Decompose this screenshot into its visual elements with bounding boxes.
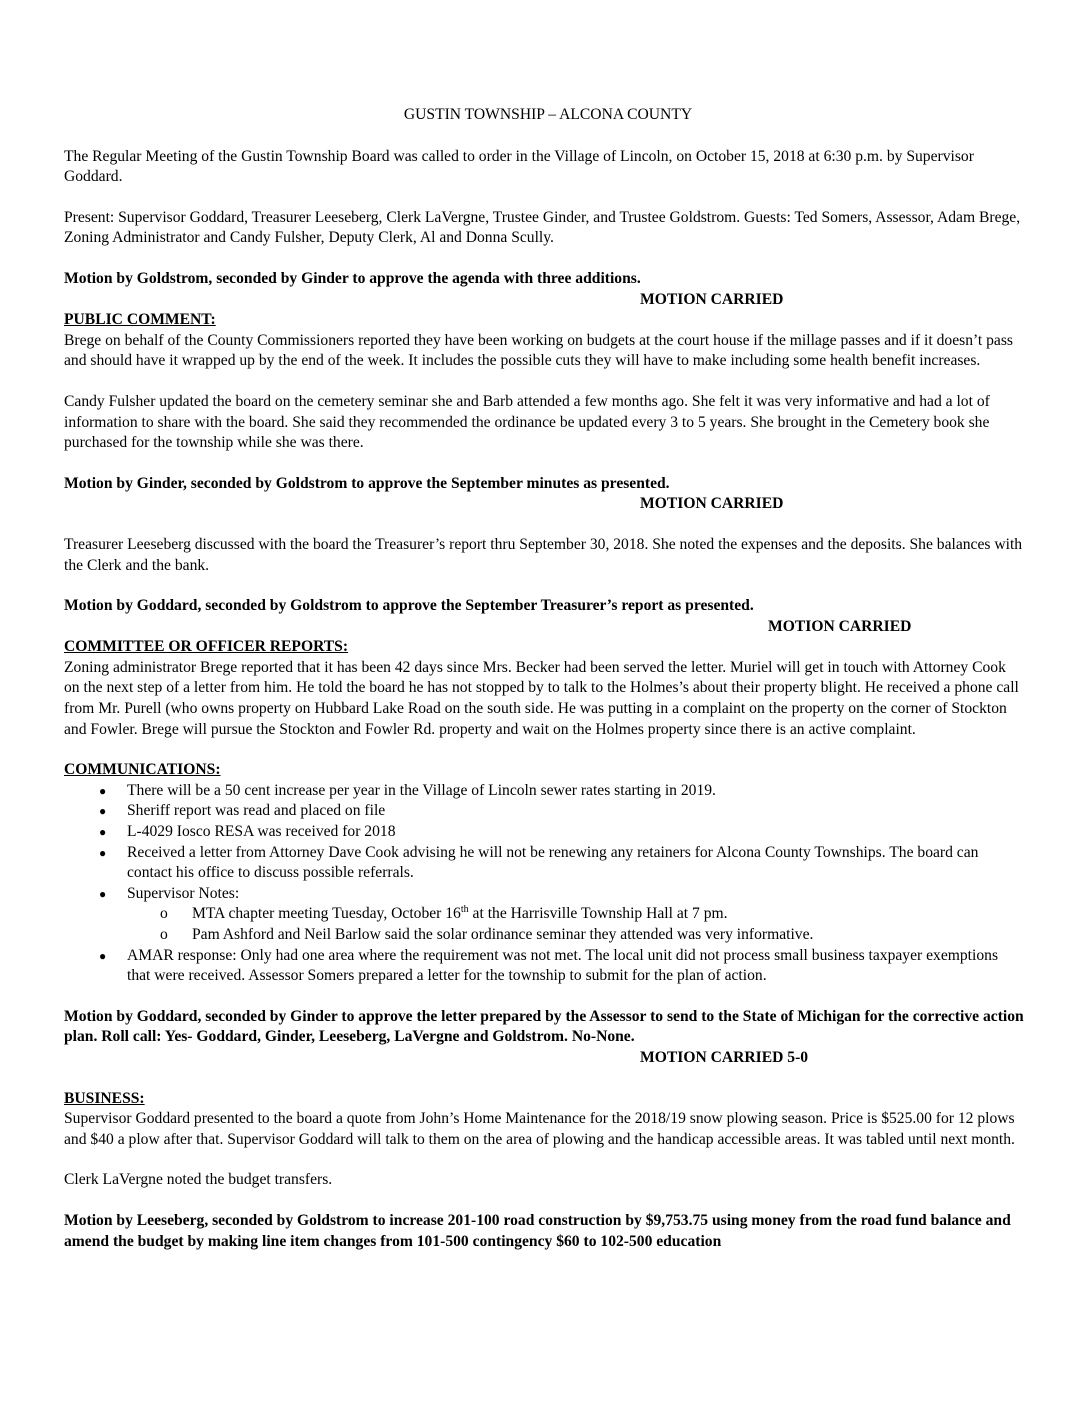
motion-carried-agenda: MOTION CARRIED [640, 290, 784, 308]
list-item: ● AMAR response: Only had one area where the requirement was not met. The local unit did not process small business taxpayer exemptions that were received. Assessor Somers prepared a letter for the township to submit for the plan of action. [99, 946, 999, 985]
bullet-icon: ● [99, 783, 107, 798]
motion-agenda: Motion by Goldstrom, seconded by Ginder to approve the agenda with three additions. [64, 269, 641, 287]
attendance-paragraph: Present: Supervisor Goddard, Treasurer Leeseberg, Clerk LaVergne, Trustee Ginder, and Trustee Goldstrom. Guests: Ted Somers, Assessor, Adam Brege, Zoning Administrator and Candy Fulsher, Deputy Clerk, Al and Donna Scully. [64, 208, 1021, 247]
bullet-icon: ● [99, 886, 107, 901]
motion-carried-minutes: MOTION CARRIED [640, 495, 784, 513]
list-item: ● Received a letter from Attorney Dave Cook advising he will not be renewing any retainers for Alcona County Townships. The board can contact his office to discuss possible referrals. [99, 843, 979, 882]
list-item: ● Sheriff report was read and placed on file [64, 801, 1024, 822]
list-item: ● There will be a 50 cent increase per year in the Village of Lincoln sewer rates starting in 2019. [64, 781, 1024, 802]
public-comment-heading: PUBLIC COMMENT: [64, 311, 216, 329]
clerk-note: Clerk LaVergne noted the budget transfers. [64, 1171, 333, 1189]
bullet-icon: ● [99, 845, 107, 860]
business-paragraph: Supervisor Goddard presented to the board a quote from John’s Home Maintenance for the 2018/19 snow plowing season. Price is $525.00 for 12 plows and $40 a plow after that. Supervisor Goddard will talk to them on the area of plowing and the handicap accessible areas. It was tabled until next month. [64, 1110, 1015, 1148]
motion-carried-treasurer: MOTION CARRIED [768, 617, 912, 635]
supervisor-notes-list [64, 904, 1024, 945]
motion-budget-amendment: Motion by Leeseberg, seconded by Goldstrom to increase 201-100 road construction by $9,753.75 using money from the road fund balance and amend the budget by making line item changes from 101-500 contingency $60 to 102-500 education [64, 1211, 1011, 1250]
motion-minutes: Motion by Ginder, seconded by Goldstrom to approve the September minutes as presented. [64, 474, 670, 492]
list-item: ● L-4029 Iosco RESA was received for 2018 [64, 822, 1024, 843]
sub-bullet-icon: o [160, 926, 168, 943]
bullet-icon: ● [99, 825, 107, 840]
committee-reports-paragraph: Zoning administrator Brege reported that it has been 42 days since Mrs. Becker had been served the letter. Muriel will get in touch with Attorney Cook on the next step of a letter from him. He told the board he has not stopped by to talk to the Holmes’s about their property blight. He received a phone call from Mr. Purell (who owns property on Hubbard Lake Road on the south side. He was putting in a complaint on the property on the corner of Stockton and Fowler. Brege will pursue the Stockton and Fowler Rd. property and wait on the Holmes property since there is an active complaint. [64, 658, 1019, 738]
minutes-page [64, 105, 1024, 1252]
sub-bullet-icon: o [160, 905, 168, 923]
bullet-icon: ● [99, 948, 107, 963]
business-heading: BUSINESS: [64, 1089, 145, 1107]
motion-carried-corrective-action: MOTION CARRIED 5-0 [640, 1048, 809, 1066]
treasurer-report-paragraph: Treasurer Leeseberg discussed with the board the Treasurer’s report thru September 30, 2018. She noted the expenses and the deposits. She balances with the Clerk and the bank. [64, 535, 1023, 574]
list-item: ● Supervisor Notes: o MTA chapter meeting Tuesday, October 16th at the Harrisville Township Hall at 7 pm. o Pam Ashford and Neil Barlow said the solar ordinance seminar they attended was very informative. [64, 884, 1024, 946]
document-title: GUSTIN TOWNSHIP – ALCONA COUNTY [403, 106, 693, 123]
list-item: o MTA chapter meeting Tuesday, October 16th at the Harrisville Township Hall at 7 pm. [64, 904, 1024, 925]
motion-treasurer-report: Motion by Goddard, seconded by Goldstrom to approve the September Treasurer’s report as presented. [64, 597, 754, 615]
bullet-icon: ● [99, 804, 107, 819]
motion-corrective-action: Motion by Goddard, seconded by Ginder to approve the letter prepared by the Assessor to send to the State of Michigan for the corrective action plan. Roll call: Yes- Goddard, Ginder, Leeseberg, LaVergne and Goldstrom. No-None. [64, 1007, 1024, 1046]
communications-list [64, 781, 1024, 987]
intro-paragraph: The Regular Meeting of the Gustin Township Board was called to order in the Village of Lincoln, on October 15, 2018 at 6:30 p.m. by Supervisor Goddard. [64, 147, 974, 186]
communications-heading: COMMUNICATIONS: [64, 761, 221, 779]
public-comment-fulsher: Candy Fulsher updated the board on the cemetery seminar she and Barb attended a few months ago. She felt it was very informative and had a lot of information to share with the board. She said they recommended the ordinance be updated every 3 to 5 years. She brought in the Cemetery book she purchased for the township while she was there. [64, 392, 990, 452]
list-item: o Pam Ashford and Neil Barlow said the solar ordinance seminar they attended was very informative. [64, 925, 1024, 946]
committee-reports-heading: COMMITTEE OR OFFICER REPORTS: [64, 638, 349, 656]
public-comment-brege: Brege on behalf of the County Commissioners reported they have been working on budgets at the court house if the millage passes and if it doesn’t pass and should have it wrapped up by the end of the week. It includes the possible cuts they will have to make including some health benefit increases. [64, 331, 1013, 370]
